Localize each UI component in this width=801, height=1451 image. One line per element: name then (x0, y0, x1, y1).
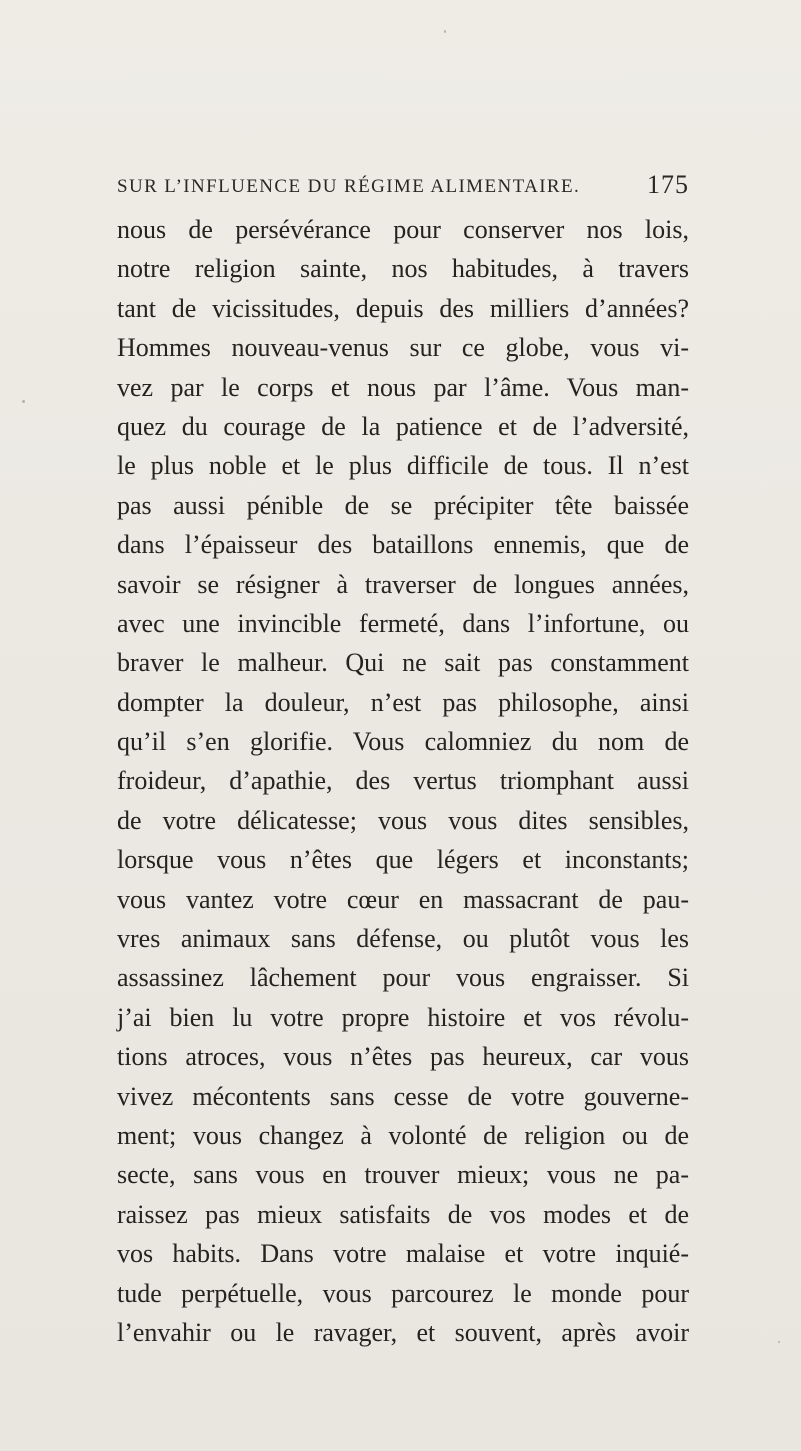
running-title: SUR L’INFLUENCE DU RÉGIME ALIMENTAIRE. (117, 176, 581, 197)
text-line: quez du courage de la patience et de l’adversité, (117, 411, 689, 441)
body-text (117, 210, 689, 1352)
paper-speck (778, 1341, 780, 1343)
text-line: assassinez lâchement pour vous engraisser. Si (117, 963, 689, 993)
running-head (117, 166, 689, 206)
text-line: raissez pas mieux satisfaits de vos modes et de (117, 1199, 689, 1229)
page-number: 175 (647, 170, 689, 199)
text-line: tant de vicissitudes, depuis des milliers d’années? (117, 293, 689, 323)
text-line: le plus noble et le plus difficile de tous. Il n’est (117, 451, 689, 481)
text-line: pas aussi pénible de se précipiter tête baissée (117, 490, 689, 520)
text-line: vres animaux sans défense, ou plutôt vous les (117, 924, 689, 954)
text-line: vivez mécontents sans cesse de votre gouverne- (117, 1081, 689, 1111)
text-line: froideur, d’apathie, des vertus triomphant aussi (117, 766, 689, 796)
paper-speck (22, 400, 25, 403)
text-line: avec une invincible fermeté, dans l’infortune, ou (117, 608, 689, 638)
text-line: secte, sans vous en trouver mieux; vous ne pa- (117, 1160, 689, 1190)
text-line: l’envahir ou le ravager, et souvent, après avoir (117, 1317, 689, 1347)
text-line: qu’il s’en glorifie. Vous calomniez du nom de (117, 727, 689, 757)
text-line: vous vantez votre cœur en massacrant de pau- (117, 884, 689, 914)
text-line: nous de persévérance pour conserver nos lois, (117, 215, 689, 244)
text-line: tude perpétuelle, vous parcourez le monde pour (117, 1278, 689, 1308)
text-line: ment; vous changez à volonté de religion ou de (117, 1120, 689, 1150)
text-line: notre religion sainte, nos habitudes, à travers (117, 254, 689, 284)
text-line: vez par le corps et nous par l’âme. Vous man- (117, 372, 689, 402)
text-line: vos habits. Dans votre malaise et votre inquié- (117, 1239, 689, 1269)
text-line: lorsque vous n’êtes que légers et inconstants; (117, 845, 689, 875)
text-line: savoir se résigner à traverser de longues années, (117, 569, 689, 599)
text-line: braver le malheur. Qui ne sait pas constamment (117, 648, 689, 678)
paper-speck (444, 30, 446, 33)
text-line: j’ai bien lu votre propre histoire et vos révolu- (117, 1002, 689, 1032)
text-line: tions atroces, vous n’êtes pas heureux, car vous (117, 1042, 689, 1072)
text-line: de votre délicatesse; vous vous dites sensibles, (117, 805, 689, 835)
text-line: dompter la douleur, n’est pas philosophe, ainsi (117, 687, 689, 717)
text-line: Hommes nouveau-venus sur ce globe, vous vi- (117, 333, 689, 363)
text-line: dans l’épaisseur des bataillons ennemis, que de (117, 530, 689, 560)
